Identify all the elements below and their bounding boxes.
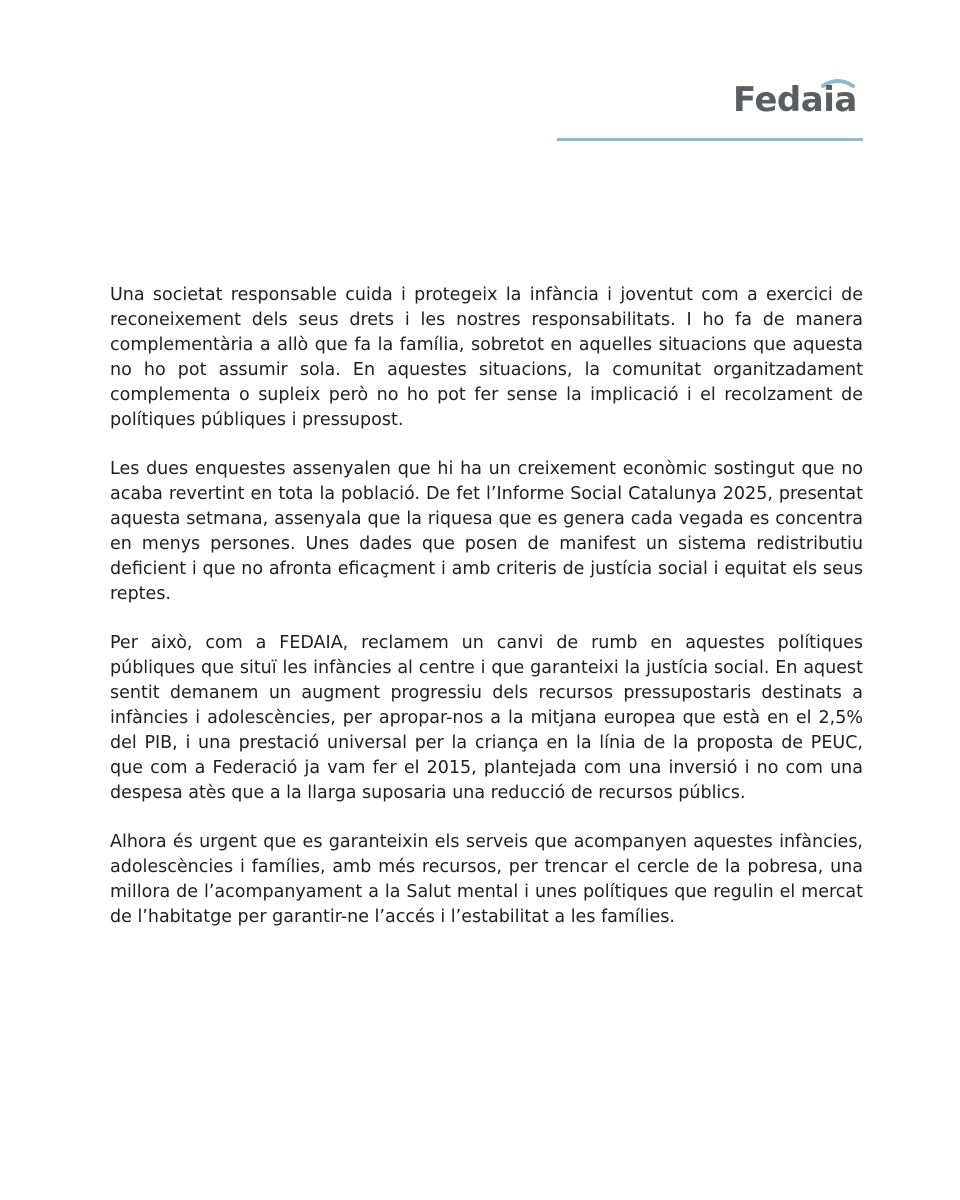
- paragraph-4: Alhora és urgent que es garanteixin els serveis que acompanyen aquestes infàncies, adolescències i famílies, amb més recursos, per trencar el cercle de la pobresa, una millora de l’acompanyament a la Salut mental i unes polítiques que regulin el mercat de l’habitatge per garantir-ne l’accés i l’estabilitat a les famílies.: [110, 832, 863, 927]
- paragraph-2: Les dues enquestes assenyalen que hi ha un creixement econòmic sostingut que no acaba revertint en tota la població. De fet l’Informe Social Catalunya 2025, presentat aquesta setmana, assenyala que la riquesa que es genera cada vegada es concentra en menys persones. Unes dades que posen de manifest un sistema redistributiu deficient i que no afronta eficaçment i amb criteris de justícia social i equitat els seus reptes.: [110, 459, 863, 604]
- page-header: [0, 0, 960, 150]
- paragraph-1: Una societat responsable cuida i protegeix la infància i joventut com a exercici de reconeixement dels seus drets i les nostres responsabilitats. I ho fa de manera complementària a allò que fa la família, sobretot en aquelles situacions que aquesta no ho pot assumir sola. En aquestes situacions, la comunitat organitzadament complementa o supleix però no ho pot fer sense la implicació i el recolzament de polítiques públiques i pressupost.: [110, 285, 863, 430]
- fedaia-logo: [733, 76, 863, 120]
- document-body: [110, 283, 863, 954]
- logo-text: Fedaia: [733, 80, 857, 120]
- paragraph-3: Per això, com a FEDAIA, reclamem un canvi de rumb en aquestes polítiques públiques que situï les infàncies al centre i que garanteixi la justícia social. En aquest sentit demanem un augment progressiu dels recursos pressupostaris destinats a infàncies i adolescències, per apropar-nos a la mitjana europea que està en el 2,5% del PIB, i una prestació universal per la criança en la línia de la proposta de PEUC, que com a Federació ja vam fer el 2015, plantejada com una inversió i no com una despesa atès que a la llarga suposaria una reducció de recursos públics.: [110, 633, 863, 803]
- header-divider: [557, 138, 863, 141]
